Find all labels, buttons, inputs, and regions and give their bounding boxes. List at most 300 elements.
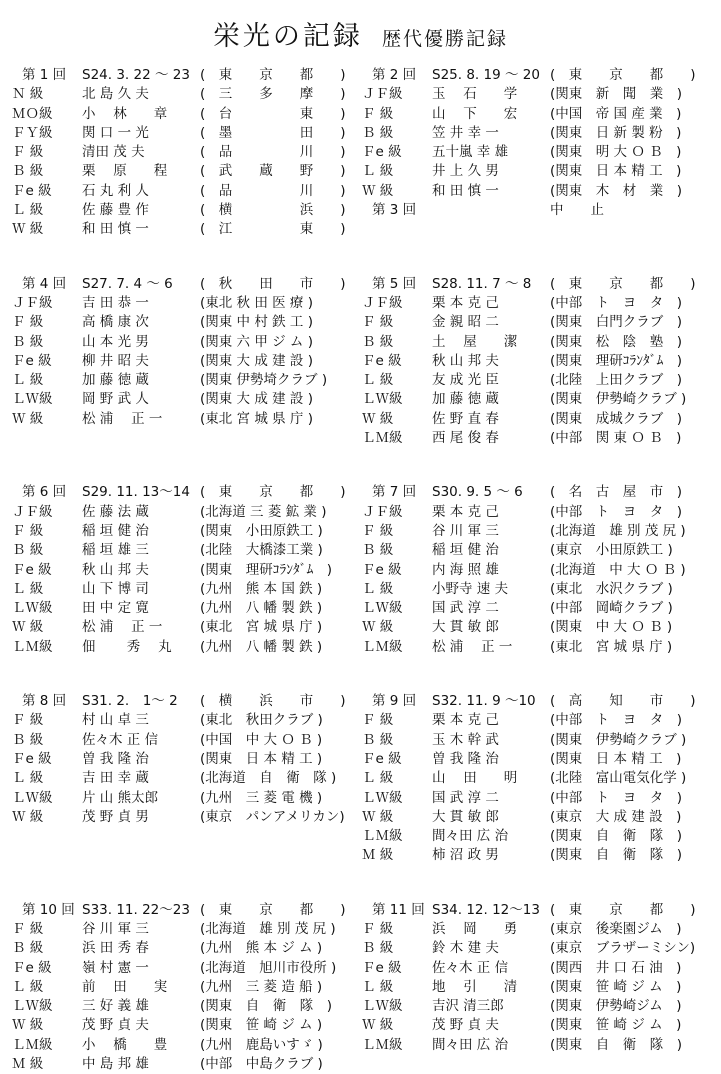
page-title bbox=[0, 14, 721, 53]
winner-row bbox=[12, 599, 362, 618]
winner-name: 友 成 光 臣 bbox=[432, 372, 499, 389]
winner-row bbox=[362, 541, 712, 560]
weight-class: Ｌ 級 bbox=[12, 202, 44, 219]
winner-affiliation: (関東 自 衛 隊 ) bbox=[550, 847, 683, 864]
winner-name: 内 海 照 雄 bbox=[432, 561, 499, 578]
winner-row bbox=[362, 846, 712, 865]
winner-row bbox=[12, 162, 362, 181]
weight-class: Ｆe 級 bbox=[362, 959, 402, 976]
title-main: 栄光の記録 bbox=[212, 21, 363, 52]
winner-affiliation: (中部 岡崎クラブ ) bbox=[550, 600, 673, 617]
weight-class: Ｆe 級 bbox=[362, 144, 402, 161]
winner-name: 曽 我 隆 治 bbox=[82, 750, 149, 767]
winner-name: 西 尾 俊 春 bbox=[432, 430, 499, 447]
weight-class: ＬＷ級 bbox=[12, 789, 53, 806]
weight-class: Ｆe 級 bbox=[12, 959, 52, 976]
winner-affiliation: (関東 小田原鉄工 ) bbox=[200, 522, 323, 539]
winner-name: 秋 山 邦 夫 bbox=[432, 352, 499, 369]
weight-class: Ｆ 級 bbox=[12, 712, 44, 729]
title-sub: 歴代優勝記録 bbox=[382, 28, 509, 50]
winner-name: 稲 垣 雄 三 bbox=[82, 542, 149, 559]
winner-row bbox=[362, 333, 712, 352]
winner-name: 小 林 章 bbox=[82, 105, 168, 122]
winner-row bbox=[12, 769, 362, 788]
winner-row bbox=[362, 750, 712, 769]
winner-row bbox=[12, 201, 362, 220]
tournament-venue: ( 高 知 市 ) bbox=[550, 693, 696, 710]
tournament-header bbox=[12, 275, 362, 294]
winner-affiliation: (北海道 雄 別 茂 尻 ) bbox=[550, 522, 686, 539]
weight-class: Ｂ 級 bbox=[12, 731, 44, 748]
tournament-block bbox=[12, 275, 712, 449]
weight-class: Ｗ 級 bbox=[362, 808, 394, 825]
winner-row bbox=[12, 959, 362, 978]
winner-row bbox=[362, 997, 712, 1016]
weight-class: Ｌ 級 bbox=[12, 770, 44, 787]
winner-affiliation: (関東 自 衛 隊 ) bbox=[550, 1036, 683, 1053]
winner-affiliation: (九州 熊 本 ジ ム ) bbox=[200, 940, 323, 957]
winner-name: 栗 本 克 己 bbox=[432, 294, 499, 311]
weight-class: Ｂ 級 bbox=[362, 940, 394, 957]
winner-affiliation: (関東 笹 崎 ジ ム ) bbox=[550, 978, 682, 995]
tournament-header bbox=[12, 901, 362, 920]
winner-row bbox=[362, 143, 712, 162]
tournament-venue: ( 横 浜 市 ) bbox=[200, 693, 346, 710]
winner-affiliation: (関東 六 甲 ジ ム ) bbox=[200, 333, 313, 350]
weight-class: Ｆ 級 bbox=[12, 920, 44, 937]
winner-name: 玉 石 学 bbox=[432, 86, 518, 103]
winner-affiliation: (北陸 上田クラブ ) bbox=[550, 372, 683, 389]
weight-class: Ｌ 級 bbox=[12, 978, 44, 995]
winner-row bbox=[12, 1016, 362, 1035]
winner-name: 佐々木 正 信 bbox=[432, 959, 509, 976]
winner-affiliation: (東北 秋田クラブ ) bbox=[200, 712, 323, 729]
winner-name: 山 田 明 bbox=[432, 770, 518, 787]
winner-name: 山 下 宏 bbox=[432, 105, 518, 122]
tournament-count: 第 1 回 bbox=[22, 67, 67, 83]
winner-row bbox=[362, 1016, 712, 1035]
winner-affiliation: (東北 宮 城 県 庁 ) bbox=[550, 638, 673, 655]
winner-affiliation: (関東 理研ｺﾗﾝﾀﾞﾑ ) bbox=[200, 561, 333, 578]
weight-class: Ｆ 級 bbox=[362, 314, 394, 331]
tournament-date: S24. 3. 22 ～ 23 bbox=[82, 67, 190, 83]
winner-affiliation: (中部 ト ヨ タ ) bbox=[550, 503, 683, 520]
winner-name: 茂 野 貞 男 bbox=[82, 808, 149, 825]
winner-name: 前 田 実 bbox=[82, 978, 168, 995]
weight-class: ＬＷ級 bbox=[362, 600, 403, 617]
winner-name: 柳 井 昭 夫 bbox=[82, 352, 149, 369]
winner-affiliation: (関東 成城クラブ ) bbox=[550, 410, 683, 427]
winner-row bbox=[362, 410, 712, 429]
winner-row bbox=[362, 85, 712, 104]
weight-class: ＬＷ級 bbox=[12, 600, 53, 617]
tournament-left bbox=[12, 901, 362, 1074]
weight-class: Ｗ 級 bbox=[362, 410, 394, 427]
winner-name: 鈴 木 建 夫 bbox=[432, 940, 499, 957]
tournament-count: 第 11 回 bbox=[372, 901, 425, 918]
winner-name: 田 中 定 寛 bbox=[82, 600, 149, 617]
winner-affiliation: ( 品 川 ) bbox=[200, 144, 346, 161]
weight-class: Ｆe 級 bbox=[362, 352, 402, 369]
winner-affiliation: (中部 中島クラブ ) bbox=[200, 1056, 323, 1073]
tournament-count: 第 8 回 bbox=[22, 693, 67, 710]
winner-row bbox=[12, 638, 362, 657]
winner-row bbox=[362, 769, 712, 788]
winner-row bbox=[12, 541, 362, 560]
winner-affiliation: (関東 中 村 鉄 工 ) bbox=[200, 314, 313, 331]
winner-row bbox=[12, 750, 362, 769]
winner-affiliation: (関東 伊勢崎クラブ ) bbox=[550, 391, 687, 408]
winner-name: 土 屋 潔 bbox=[432, 333, 518, 350]
weight-class: Ｌ 級 bbox=[12, 580, 44, 597]
winner-name: 佐々木 正 信 bbox=[82, 731, 159, 748]
tournament-date: S31. 2. 1～ 2 bbox=[82, 693, 178, 710]
tournament-date: S34. 12. 12～13 bbox=[432, 901, 540, 918]
winner-row bbox=[12, 390, 362, 409]
winner-name: 加 藤 徳 蔵 bbox=[432, 391, 499, 408]
tournament-count: 第 6 回 bbox=[22, 484, 67, 501]
weight-class: ＬＷ級 bbox=[12, 998, 53, 1015]
weight-class: ＬＭ級 bbox=[362, 638, 403, 655]
note-spacer bbox=[432, 201, 550, 220]
winner-affiliation: (関東 明 大 Ｏ Ｂ ) bbox=[550, 144, 682, 161]
weight-class: ＬＷ級 bbox=[362, 998, 403, 1015]
tournament-count: 第 2 回 bbox=[372, 67, 417, 83]
winner-name: 秋 山 邦 夫 bbox=[82, 561, 149, 578]
tournament-venue: ( 東 京 都 ) bbox=[200, 67, 346, 83]
weight-class: Ｂ 級 bbox=[362, 124, 394, 141]
winner-affiliation: (中国 帝 国 産 業 ) bbox=[550, 105, 682, 122]
winner-affiliation: (九州 三 菱 造 船 ) bbox=[200, 978, 323, 995]
weight-class: Ｗ 級 bbox=[12, 619, 44, 636]
winner-affiliation: (関東 笹 崎 ジ ム ) bbox=[200, 1017, 323, 1034]
winner-row bbox=[362, 313, 712, 332]
tournament-venue: ( 東 京 都 ) bbox=[550, 67, 696, 83]
winner-name: 浜 田 秀 春 bbox=[82, 940, 149, 957]
winner-row bbox=[362, 638, 712, 657]
tournament-venue: ( 東 京 都 ) bbox=[550, 901, 696, 918]
tournament-left bbox=[12, 275, 362, 449]
winner-affiliation: (北海道 三 菱 鉱 業 ) bbox=[200, 503, 327, 520]
tournament-right bbox=[362, 692, 712, 866]
weight-class: ＬＭ級 bbox=[362, 430, 403, 447]
weight-class: Ｌ 級 bbox=[362, 770, 394, 787]
winner-name: 片 山 熊太郎 bbox=[82, 789, 159, 806]
winner-name: 稲 垣 健 治 bbox=[432, 542, 499, 559]
winner-name: 石 丸 利 人 bbox=[82, 182, 149, 199]
winner-name: 吉 田 幸 蔵 bbox=[82, 770, 149, 787]
winner-affiliation: (関東 中 大 Ｏ Ｂ ) bbox=[550, 619, 673, 636]
weight-class: Ｗ 級 bbox=[12, 1017, 44, 1034]
weight-class: Ｗ 級 bbox=[362, 182, 394, 199]
weight-class: ＬＷ級 bbox=[362, 391, 403, 408]
winner-affiliation: (関東 理研ｺﾗﾝﾀﾞﾑ ) bbox=[550, 352, 683, 369]
winner-name: 稲 垣 健 治 bbox=[82, 522, 149, 539]
winner-row bbox=[12, 978, 362, 997]
weight-class: Ｗ 級 bbox=[12, 221, 44, 238]
tournament-right bbox=[362, 66, 712, 240]
winner-affiliation: (中部 関 東 Ｏ Ｂ ) bbox=[550, 430, 682, 447]
tournament-count: 第 5 回 bbox=[372, 275, 417, 292]
winner-row bbox=[362, 503, 712, 522]
tournament-note bbox=[362, 201, 712, 220]
tournament-venue: ( 東 京 都 ) bbox=[200, 484, 346, 501]
tournament-count: 第 9 回 bbox=[372, 693, 417, 710]
winner-affiliation: (中部 ト ヨ タ ) bbox=[550, 789, 683, 806]
weight-class: ＬＭ級 bbox=[12, 1036, 53, 1053]
winner-affiliation: ( 台 東 ) bbox=[200, 105, 346, 122]
tournament-date: S28. 11. 7 ～ 8 bbox=[432, 275, 532, 292]
winner-name: 三 好 義 雄 bbox=[82, 998, 149, 1015]
weight-class: Ｆ 級 bbox=[362, 920, 394, 937]
winner-row bbox=[362, 978, 712, 997]
winner-affiliation: (関東 日 本 精 工 ) bbox=[200, 750, 323, 767]
winner-row bbox=[362, 731, 712, 750]
winner-name: 吉 田 恭 一 bbox=[82, 294, 149, 311]
winner-affiliation: (北海道 旭川市役所 ) bbox=[200, 959, 337, 976]
winner-name: 茂 野 貞 夫 bbox=[82, 1017, 149, 1034]
winner-name: 嶺 村 憲 一 bbox=[82, 959, 149, 976]
tournament-date: S25. 8. 19 ～ 20 bbox=[432, 67, 540, 83]
winner-affiliation: (関東 日 本 精 工 ) bbox=[550, 750, 682, 767]
tournament-header bbox=[362, 275, 712, 294]
winner-name: 浜 岡 勇 bbox=[432, 920, 518, 937]
weight-class: Ｂ 級 bbox=[362, 731, 394, 748]
winner-affiliation: (東北 宮 城 県 庁 ) bbox=[200, 619, 323, 636]
winner-row bbox=[362, 789, 712, 808]
tournament-date: S30. 9. 5 ～ 6 bbox=[432, 484, 523, 501]
winner-row bbox=[12, 313, 362, 332]
tournament-venue: ( 東 京 都 ) bbox=[200, 901, 346, 918]
winner-name: 栗 本 克 己 bbox=[432, 712, 499, 729]
winner-name: 中 島 邦 雄 bbox=[82, 1056, 149, 1073]
winner-name: 大 貫 敏 郎 bbox=[432, 619, 499, 636]
winner-name: 栗 原 程 bbox=[82, 163, 168, 180]
weight-class: Ｗ 級 bbox=[362, 1017, 394, 1034]
weight-class: Ｆ 級 bbox=[12, 144, 44, 161]
weight-class: Ｗ 級 bbox=[12, 808, 44, 825]
weight-class: Ｎ 級 bbox=[12, 86, 44, 103]
weight-class: Ｂ 級 bbox=[12, 542, 44, 559]
weight-class: Ｌ 級 bbox=[362, 163, 394, 180]
tournament-left bbox=[12, 483, 362, 657]
tournament-block bbox=[12, 483, 712, 657]
tournament-date: S32. 11. 9 ～10 bbox=[432, 693, 536, 710]
winner-row bbox=[12, 143, 362, 162]
winner-name: 大 貫 敏 郎 bbox=[432, 808, 499, 825]
weight-class: ＬＭ級 bbox=[362, 828, 403, 845]
weight-class: Ｌ 級 bbox=[362, 978, 394, 995]
weight-class: Ｆ 級 bbox=[12, 522, 44, 539]
winner-name: 地 引 清 bbox=[432, 978, 518, 995]
winner-affiliation: ( 品 川 ) bbox=[200, 182, 346, 199]
winner-affiliation: (東北 秋 田 医 療 ) bbox=[200, 294, 313, 311]
winner-name: 佃 秀 丸 bbox=[82, 638, 172, 655]
winner-row bbox=[362, 352, 712, 371]
weight-class: Ｆe 級 bbox=[12, 352, 52, 369]
winner-affiliation: (東北 水沢クラブ ) bbox=[550, 580, 673, 597]
winner-name: 栗 本 克 己 bbox=[432, 503, 499, 520]
winner-name: 北 島 久 夫 bbox=[82, 86, 149, 103]
tournament-header bbox=[362, 483, 712, 502]
winner-affiliation: ( 横 浜 ) bbox=[200, 202, 346, 219]
weight-class: Ｆe 級 bbox=[12, 561, 52, 578]
weight-class: Ｗ 級 bbox=[362, 619, 394, 636]
winner-affiliation: (関東 新 聞 業 ) bbox=[550, 86, 683, 103]
weight-class: ＬＭ級 bbox=[362, 1036, 403, 1053]
weight-class: Ｆe 級 bbox=[12, 750, 52, 767]
winner-affiliation: ( 三 多 摩 ) bbox=[200, 86, 346, 103]
weight-class: Ｌ 級 bbox=[362, 580, 394, 597]
winner-name: 五十嵐 幸 雄 bbox=[432, 144, 509, 161]
winner-affiliation: (中国 中 大 Ｏ Ｂ ) bbox=[200, 731, 323, 748]
weight-class: Ｆ 級 bbox=[362, 105, 394, 122]
winner-affiliation: (東京 パンアメリカン) bbox=[200, 808, 345, 825]
weight-class: Ｗ 級 bbox=[12, 410, 44, 427]
winner-name: 佐 野 直 春 bbox=[432, 410, 499, 427]
winner-name: 玉 木 幹 武 bbox=[432, 731, 499, 748]
winner-name: 岡 野 武 人 bbox=[82, 391, 149, 408]
winner-row bbox=[362, 920, 712, 939]
winner-row bbox=[12, 124, 362, 143]
winner-row bbox=[12, 522, 362, 541]
winner-name: 小 橋 豊 bbox=[82, 1036, 168, 1053]
winner-row bbox=[362, 599, 712, 618]
winner-name: 国 武 淳 二 bbox=[432, 789, 499, 806]
winner-name: 笠 井 幸 一 bbox=[432, 124, 499, 141]
winner-affiliation: (九州 八 幡 製 鉄 ) bbox=[200, 600, 323, 617]
winner-row bbox=[362, 959, 712, 978]
winner-affiliation: (関東 伊勢崎クラブ ) bbox=[550, 731, 687, 748]
winner-name: 谷 川 軍 三 bbox=[432, 522, 499, 539]
winner-affiliation: (関東 日 新 製 粉 ) bbox=[550, 124, 682, 141]
tournament-count: 第 4 回 bbox=[22, 275, 67, 292]
winner-name: 山 本 光 男 bbox=[82, 333, 149, 350]
winner-name: 小野寺 速 夫 bbox=[432, 580, 509, 597]
tournament-left bbox=[12, 66, 362, 240]
winner-affiliation: (中部 ト ヨ タ ) bbox=[550, 294, 683, 311]
tournament-right bbox=[362, 483, 712, 657]
winner-affiliation: (東京 ブラザーミシン) bbox=[550, 940, 696, 957]
winner-row bbox=[12, 939, 362, 958]
tournament-block bbox=[12, 692, 712, 866]
weight-class: Ｂ 級 bbox=[12, 333, 44, 350]
tournament-date: S29. 11. 13～14 bbox=[82, 484, 190, 501]
tournament-venue: ( 秋 田 市 ) bbox=[200, 275, 346, 292]
winner-row bbox=[362, 1036, 712, 1055]
block-gap bbox=[12, 866, 712, 901]
winner-row bbox=[12, 294, 362, 313]
winner-row bbox=[12, 789, 362, 808]
winner-name: 和 田 慎 一 bbox=[432, 182, 499, 199]
winner-name: 国 武 淳 二 bbox=[432, 600, 499, 617]
winner-affiliation: (関東 松 陰 塾 ) bbox=[550, 333, 683, 350]
winner-row bbox=[362, 124, 712, 143]
winner-name: 佐 藤 豊 作 bbox=[82, 202, 149, 219]
winner-row bbox=[362, 827, 712, 846]
winner-name: 清田 茂 夫 bbox=[82, 144, 145, 161]
winner-row bbox=[12, 711, 362, 730]
winner-row bbox=[12, 997, 362, 1016]
winner-row bbox=[362, 105, 712, 124]
block-gap bbox=[12, 240, 712, 275]
winner-affiliation: (北陸 富山電気化学 ) bbox=[550, 770, 687, 787]
winner-affiliation: (関東 日 本 精 工 ) bbox=[550, 163, 682, 180]
tournament-header bbox=[362, 901, 712, 920]
winner-row bbox=[362, 618, 712, 637]
winner-row bbox=[12, 1055, 362, 1074]
winner-row bbox=[362, 561, 712, 580]
winner-row bbox=[362, 711, 712, 730]
winner-affiliation: (中部 ト ヨ タ ) bbox=[550, 712, 683, 729]
weight-class: Ｆe 級 bbox=[362, 561, 402, 578]
winner-affiliation: (東京 大 成 建 設 ) bbox=[550, 808, 682, 825]
weight-class: ＪＦ級 bbox=[362, 86, 403, 103]
tournament-block bbox=[12, 66, 712, 240]
winner-row bbox=[12, 333, 362, 352]
winner-name: 井 上 久 男 bbox=[432, 163, 499, 180]
winner-affiliation: (関東 大 成 建 設 ) bbox=[200, 352, 313, 369]
winner-affiliation: (東北 宮 城 県 庁 ) bbox=[200, 410, 313, 427]
weight-class: Ｍ 級 bbox=[12, 1056, 44, 1073]
winner-affiliation: (関東 伊勢崎ジム ) bbox=[550, 998, 682, 1015]
records-grid bbox=[12, 66, 712, 1074]
weight-class: Ｂ 級 bbox=[362, 333, 394, 350]
winner-affiliation: (九州 鹿島いすゞ ) bbox=[200, 1036, 323, 1053]
winner-row bbox=[12, 731, 362, 750]
winner-name: 松 浦 正 一 bbox=[432, 638, 513, 655]
winner-row bbox=[12, 503, 362, 522]
winner-name: 曽 我 隆 治 bbox=[432, 750, 499, 767]
winner-name: 間々田 広 治 bbox=[432, 1036, 509, 1053]
winner-row bbox=[12, 371, 362, 390]
weight-class: Ｂ 級 bbox=[12, 163, 44, 180]
winner-affiliation: (九州 三 菱 電 機 ) bbox=[200, 789, 323, 806]
winner-name: 和 田 慎 一 bbox=[82, 221, 149, 238]
tournament-header bbox=[12, 66, 362, 85]
winner-name: 茂 野 貞 夫 bbox=[432, 1017, 499, 1034]
winner-row bbox=[362, 429, 712, 448]
weight-class: ＪＦ級 bbox=[362, 503, 403, 520]
tournament-right bbox=[362, 901, 712, 1074]
winner-row bbox=[362, 162, 712, 181]
tournament-date: S27. 7. 4 ～ 6 bbox=[82, 275, 173, 292]
winner-row bbox=[12, 618, 362, 637]
winner-affiliation: (関西 井 口 石 油 ) bbox=[550, 959, 682, 976]
winner-name: 加 藤 徳 蔵 bbox=[82, 372, 149, 389]
winner-name: 佐 藤 法 蔵 bbox=[82, 503, 149, 520]
tournament-venue: ( 東 京 都 ) bbox=[550, 275, 696, 292]
winner-affiliation: (九州 熊 本 国 鉄 ) bbox=[200, 580, 323, 597]
winner-row bbox=[362, 182, 712, 201]
winner-row bbox=[362, 371, 712, 390]
winner-affiliation: (北海道 中 大 Ｏ Ｂ ) bbox=[550, 561, 686, 578]
tournament-venue: ( 名 古 屋 市 ) bbox=[550, 484, 683, 501]
tournament-header bbox=[362, 692, 712, 711]
tournament-block bbox=[12, 901, 712, 1074]
weight-class: ＪＦ級 bbox=[12, 503, 53, 520]
weight-class: Ｆ 級 bbox=[362, 522, 394, 539]
weight-class: Ｆ 級 bbox=[362, 712, 394, 729]
winner-affiliation: (東京 後楽園ジム ) bbox=[550, 920, 682, 937]
winner-affiliation: (関東 大 成 建 設 ) bbox=[200, 391, 313, 408]
winner-row bbox=[362, 939, 712, 958]
winner-name: 柿 沼 政 男 bbox=[432, 847, 499, 864]
winner-affiliation: (関東 木 材 業 ) bbox=[550, 182, 683, 199]
tournament-count: 第 7 回 bbox=[372, 484, 417, 501]
winner-affiliation: (関東 自 衛 隊 ) bbox=[200, 998, 333, 1015]
winner-row bbox=[12, 808, 362, 827]
